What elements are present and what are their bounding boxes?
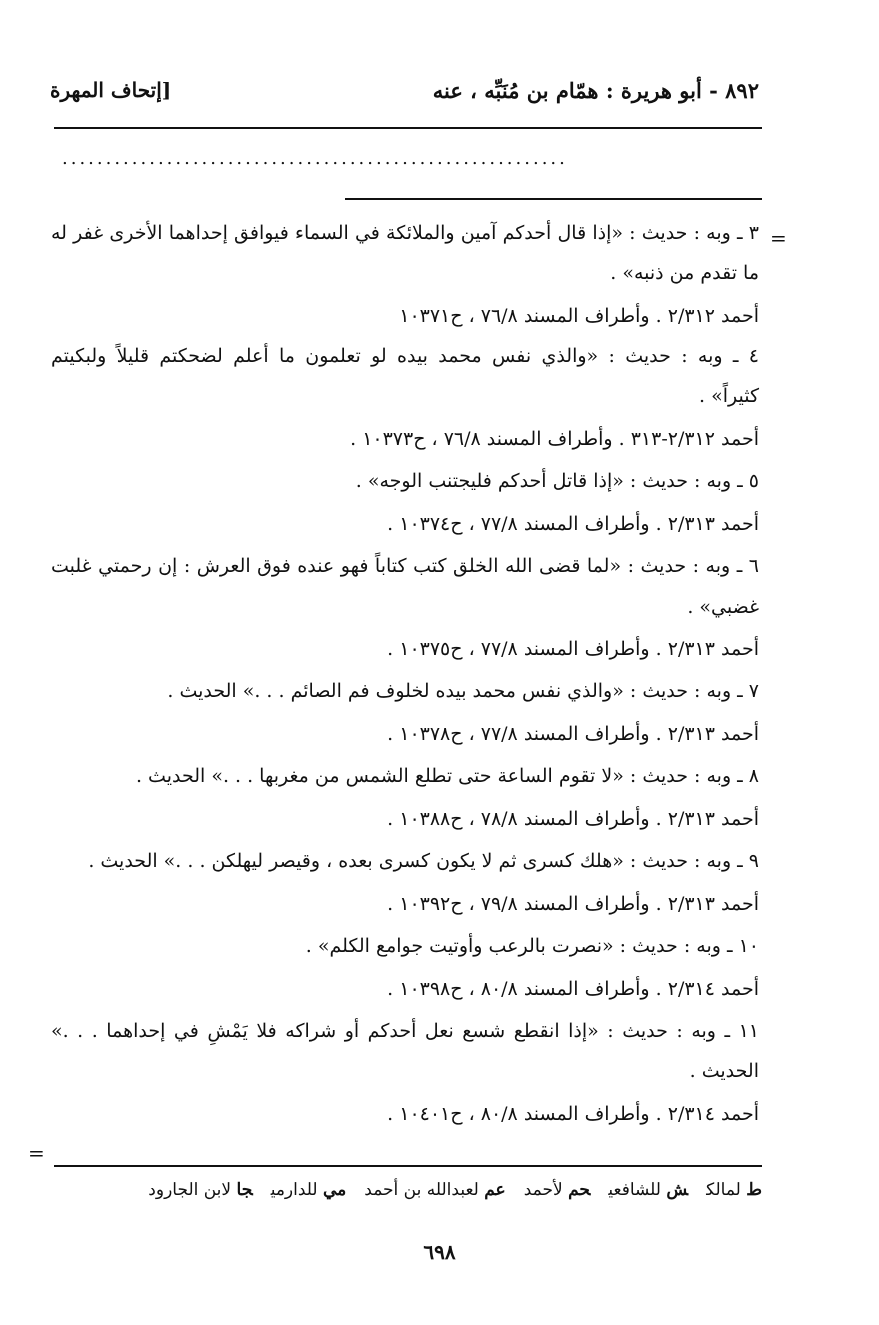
abbreviation-source: لأحمد	[523, 1180, 563, 1200]
page-header-book: [إتحاف المهرة	[50, 78, 172, 102]
page-header-title: ٨٩٢ - أبو هريرة : همّام بن مُنَبِّه ، عنه	[432, 78, 759, 103]
continuation-mark-bottom: =	[28, 1141, 45, 1165]
text-line: أحمد ٢/٣١٢-٣١٣ . وأطراف المسند ٧٦/٨ ، ح١٠٣٧٣ .	[350, 428, 759, 450]
text-line: أحمد ٢/٣١٤ . وأطراف المسند ٨٠/٨ ، ح١٠٤٠١ .	[387, 1103, 759, 1125]
text-line: أحمد ٢/٣١٢ . وأطراف المسند ٧٦/٨ ، ح١٠٣٧١	[399, 305, 759, 327]
text-line: ٣ ـ وبه : حديث : «إذا قال أحدكم آمين والملائكة في السماء فيوافق إحداهما الأخرى غفر له	[51, 222, 759, 244]
abbreviation-code: ش	[666, 1180, 689, 1200]
text-line: ٨ ـ وبه : حديث : «لا تقوم الساعة حتى تطلع الشمس من مغربها . . .» الحديث .	[135, 765, 759, 787]
text-line: ٤ ـ وبه : حديث : «والذي نفس محمد بيده لو تعلمون ما أعلم لضحكتم قليلاً ولبكيتم	[51, 345, 759, 367]
abbreviation-item	[524, 1180, 591, 1200]
abbreviation-source: لمالك	[706, 1180, 741, 1200]
abbreviation-code: ط	[746, 1180, 762, 1200]
text-line: ١١ ـ وبه : حديث : «إذا انقطع شسع نعل أحدكم أو شراكه فلا يَمْشِ في إحداهما . . .»	[51, 1020, 759, 1042]
abbreviation-item	[271, 1180, 347, 1200]
abbreviation-item	[364, 1180, 505, 1200]
abbreviation-source: للشافعي	[608, 1180, 661, 1200]
abbreviation-code: حم	[568, 1180, 591, 1200]
text-line: ١٠ ـ وبه : حديث : «نصرت بالرعب وأوتيت جوامع الكلم» .	[305, 935, 759, 957]
abbreviation-code: عم	[484, 1180, 506, 1200]
header-rule	[54, 127, 762, 129]
text-line: أحمد ٢/٣١٤ . وأطراف المسند ٨٠/٨ ، ح١٠٣٩٨ .	[387, 978, 759, 1000]
abbreviation-source: للدارمي	[270, 1180, 318, 1200]
text-line: الحديث .	[689, 1060, 759, 1082]
abbreviation-item	[148, 1180, 252, 1200]
abbreviation-source: لابن الجارود	[148, 1180, 232, 1200]
page-number: ٦٩٨	[423, 1240, 456, 1264]
abbreviation-item	[706, 1180, 762, 1200]
text-line: ٥ ـ وبه : حديث : «إذا قاتل أحدكم فليجتنب الوجه» .	[355, 470, 759, 492]
text-line: غضبي» .	[687, 596, 759, 618]
footer-rule	[54, 1165, 762, 1167]
abbreviation-code: مي	[323, 1180, 347, 1200]
text-line: ٧ ـ وبه : حديث : «والذي نفس محمد بيده لخلوف فم الصائم . . .» الحديث .	[167, 680, 759, 702]
section-rule	[345, 198, 762, 200]
abbreviation-item	[608, 1180, 688, 1200]
text-line: ما تقدم من ذنبه» .	[610, 262, 759, 284]
text-line: أحمد ٢/٣١٣ . وأطراف المسند ٧٩/٨ ، ح١٠٣٩٢ .	[387, 893, 759, 915]
abbreviation-code: جا	[236, 1180, 253, 1200]
text-line: أحمد ٢/٣١٣ . وأطراف المسند ٧٧/٨ ، ح١٠٣٧٤ .	[387, 513, 759, 535]
text-line: أحمد ٢/٣١٣ . وأطراف المسند ٧٧/٨ ، ح١٠٣٧٨ .	[387, 723, 759, 745]
text-line: ٩ ـ وبه : حديث : «هلك كسرى ثم لا يكون كسرى بعده ، وقيصر ليهلكن . . .» الحديث .	[88, 850, 759, 872]
text-line: كثيراً» .	[699, 385, 759, 407]
footer-abbreviations	[54, 1180, 762, 1200]
text-line: أحمد ٢/٣١٣ . وأطراف المسند ٧٧/٨ ، ح١٠٣٧٥ .	[387, 638, 759, 660]
text-line: ٦ ـ وبه : حديث : «لما قضى الله الخلق كتب كتاباً فهو عنده فوق العرش : إن رحمتي غلبت	[51, 555, 759, 577]
abbreviation-source: لعبدالله بن أحمد	[364, 1180, 479, 1200]
ellipsis-line: ..........................................................	[62, 148, 568, 169]
text-line: أحمد ٢/٣١٣ . وأطراف المسند ٧٨/٨ ، ح١٠٣٨٨ .	[387, 808, 759, 830]
continuation-mark-top: =	[770, 226, 787, 250]
